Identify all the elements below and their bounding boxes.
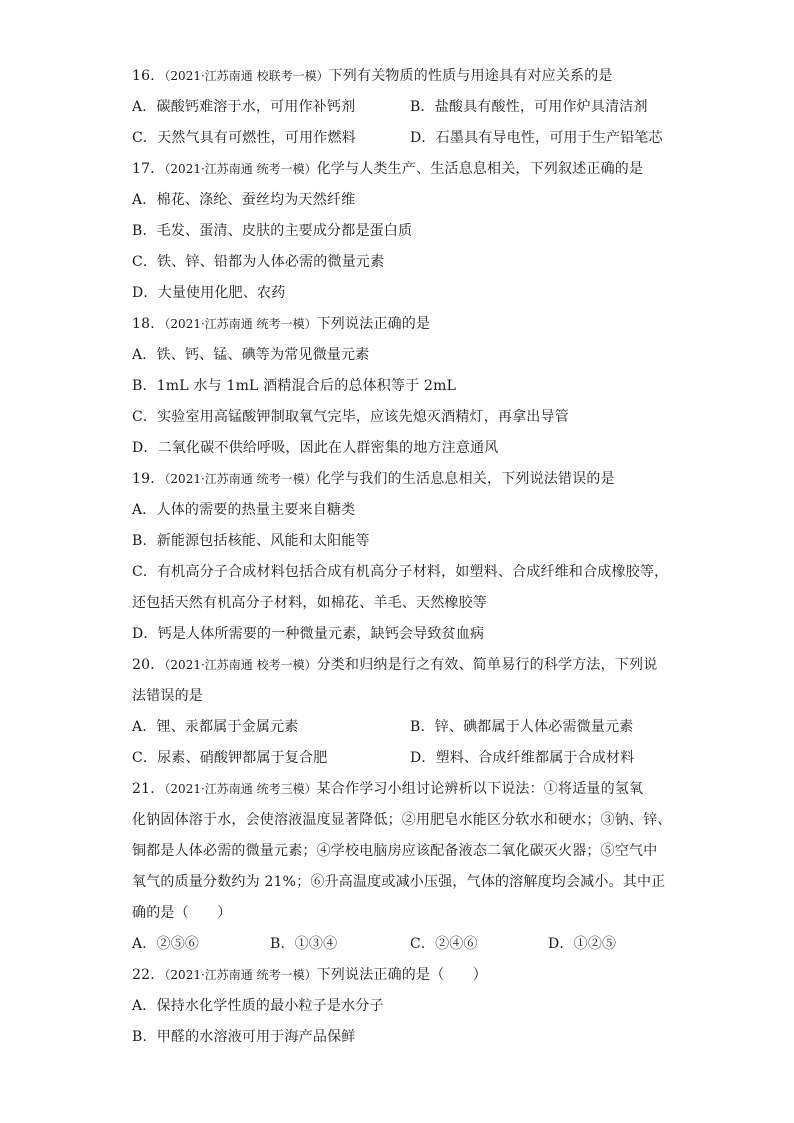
question-17-stem: 17．（2021·江苏南通 统考一模）化学与人类生产、生活息息相关，下列叙述正确的是 — [132, 161, 644, 177]
question-21-line-3: 铜都是人体必需的微量元素；④学校电脑房应该配备液态二氧化碳灭火器；⑤空气中 — [132, 843, 658, 859]
q20-option-d: D．塑料、合成纤维都属于合成材料 — [410, 750, 635, 766]
question-18-stem: 18．（2021·江苏南通 统考一模）下列说法正确的是 — [132, 316, 431, 332]
q18-option-a: A．铁、钙、锰、碘等为常见微量元素 — [132, 347, 370, 363]
q17-option-b: B．毛发、蛋清、皮肤的主要成分都是蛋白质 — [132, 223, 413, 239]
q20-option-b: B．锌、碘都属于人体必需微量元素 — [410, 719, 634, 735]
q16-option-d: D．石墨具有导电性，可用于生产铅笔芯 — [410, 130, 663, 146]
question-19-stem: 19．（2021·江苏南通 统考一模）化学与我们的生活息息相关，下列说法错误的是 — [132, 471, 615, 487]
q20-option-c: C．尿素、硝酸钾都属于复合肥 — [132, 750, 328, 766]
question-21-stem: 21．（2021·江苏南通 统考三模）某合作学习小组讨论辨析以下说法：①将适量的氢氧 — [132, 781, 644, 797]
question-21-line-2: 化钠固体溶于水，会使溶液温度显著降低；②用肥皂水能区分软水和硬水；③钠、锌、 — [132, 812, 672, 828]
q22-option-a: A．保持水化学性质的最小粒子是水分子 — [132, 998, 384, 1014]
q19-option-d: D．钙是人体所需要的一种微量元素，缺钙会导致贫血病 — [132, 626, 485, 642]
q21-option-c: C．②④⑥ — [410, 936, 478, 952]
question-20-stem: 20．（2021·江苏南通 校考一模）分类和归纳是行之有效、简单易行的科学方法，下列说 — [132, 657, 658, 673]
q19-option-b: B．新能源包括核能、风能和太阳能等 — [132, 533, 370, 549]
q17-option-a: A．棉花、涤纶、蚕丝均为天然纤维 — [132, 192, 356, 208]
question-21-line-4: 氧气的质量分数约为 21%；⑥升高温度或减小压强，气体的溶解度均会减小。其中正 — [132, 874, 666, 890]
q18-option-d: D．二氧化碳不供给呼吸，因此在人群密集的地方注意通风 — [132, 440, 499, 456]
q18-option-b: B．1mL 水与 1mL 酒精混合后的总体积等于 2mL — [132, 378, 457, 394]
question-22-stem: 22．（2021·江苏南通 统考一模）下列说法正确的是（ ） — [132, 967, 487, 983]
q17-option-d: D．大量使用化肥、农药 — [132, 285, 286, 301]
q17-option-c: C．铁、锌、铅都为人体必需的微量元素 — [132, 254, 385, 270]
q21-option-b: B．①③④ — [270, 936, 338, 952]
question-21-line-5: 确的是（ ） — [132, 905, 232, 921]
q20-option-a: A．锂、汞都属于金属元素 — [132, 719, 299, 735]
q19-option-c: C．有机高分子合成材料包括合成有机高分子材料，如塑料、合成纤维和合成橡胶等， — [132, 564, 669, 580]
q22-option-b: B．甲醛的水溶液可用于海产品保鲜 — [132, 1029, 356, 1045]
q16-option-b: B．盐酸具有酸性，可用作炉具清洁剂 — [410, 99, 648, 115]
q21-option-a: A．②⑤⑥ — [132, 936, 200, 952]
question-16-stem: 16．（2021·江苏南通 校联考一模）下列有关物质的性质与用途具有对应关系的是 — [132, 68, 613, 84]
q21-option-d: D．①②⑤ — [548, 936, 617, 952]
q16-option-c: C．天然气具有可燃性，可用作燃料 — [132, 130, 356, 146]
question-20-stem-continued: 法错误的是 — [132, 688, 203, 704]
q19-option-a: A．人体的需要的热量主要来自糖类 — [132, 502, 356, 518]
q19-option-c-continued: 还包括天然有机高分子材料，如棉花、羊毛、天然橡胶等 — [132, 595, 487, 611]
q18-option-c: C．实验室用高锰酸钾制取氧气完毕，应该先熄灭酒精灯，再拿出导管 — [132, 409, 569, 425]
q16-option-a: A．碳酸钙难溶于水，可用作补钙剂 — [132, 99, 356, 115]
